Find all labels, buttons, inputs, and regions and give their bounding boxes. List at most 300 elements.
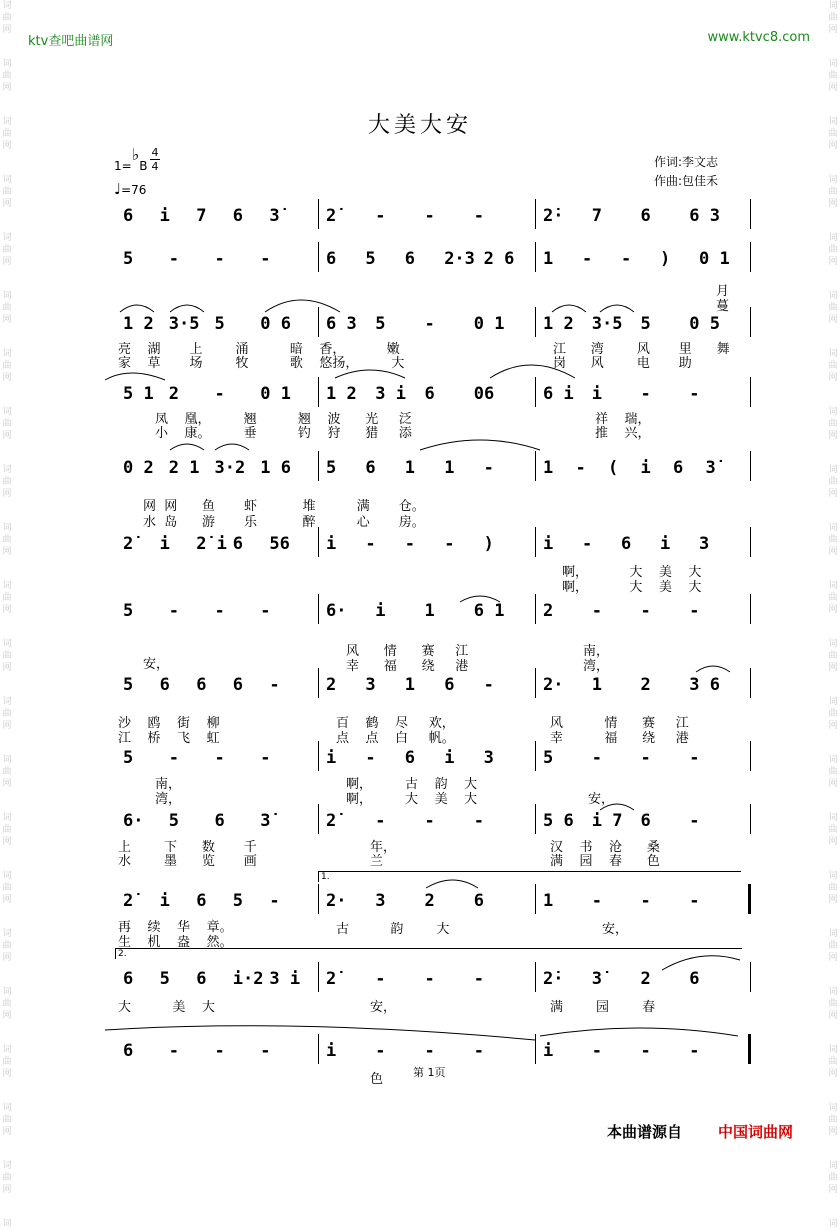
- lyric-line: 南，: [583, 644, 610, 659]
- watermark-char: 词: [828, 1103, 838, 1113]
- note: -: [375, 1041, 386, 1061]
- watermark-char: 词: [828, 697, 838, 707]
- note: 2: [168, 384, 179, 404]
- lyric-line: 安，: [143, 657, 170, 672]
- note: -: [168, 601, 179, 621]
- barline: [318, 527, 319, 557]
- note: 6: [123, 969, 134, 989]
- watermark-char: 曲: [828, 825, 838, 835]
- lyricist-credit: 作词:李文志: [654, 155, 719, 169]
- watermark-char: 词: [828, 1045, 838, 1055]
- note: -: [689, 811, 700, 831]
- watermark-char: 网: [2, 721, 12, 731]
- barline: [535, 741, 536, 771]
- note: -: [640, 384, 651, 404]
- note: (: [608, 458, 619, 478]
- slur-arc: [105, 373, 165, 380]
- watermark-char: 曲: [2, 1173, 12, 1183]
- note: 1: [591, 675, 602, 695]
- note: -: [375, 969, 386, 989]
- watermark-char: 网: [2, 431, 12, 441]
- barline: [535, 527, 536, 557]
- note: i: [326, 1041, 337, 1061]
- slur-arc: [600, 305, 634, 312]
- note: ): [483, 534, 494, 554]
- lyric-note: 蔓: [716, 299, 730, 314]
- watermark-char: 词: [2, 523, 12, 533]
- note: 2̇: [326, 206, 337, 226]
- watermark-char: 词: [2, 291, 12, 301]
- slur-arc: [215, 444, 249, 450]
- watermark-char: 曲: [2, 245, 12, 255]
- watermark-char: 曲: [828, 245, 838, 255]
- note: 5 1: [123, 384, 154, 404]
- watermark-char: 曲: [828, 941, 838, 951]
- watermark-char: 网: [828, 1127, 838, 1137]
- note: 6: [232, 675, 244, 695]
- note: 3̇: [260, 811, 271, 831]
- note: i: [326, 534, 337, 554]
- watermark-char: 词: [828, 639, 838, 649]
- note: -: [365, 534, 376, 554]
- note: 5: [159, 969, 170, 989]
- note: 6: [196, 891, 207, 911]
- note: 1: [444, 458, 455, 478]
- quarter-note-icon: ♩: [114, 180, 122, 198]
- note: i 7: [591, 811, 623, 831]
- watermark-char: 网: [828, 489, 838, 499]
- barline: [535, 242, 536, 272]
- lyric-line: 亮 湖 上 涌 暗 香， 嫩: [118, 342, 400, 357]
- watermark-char: 曲: [2, 593, 12, 603]
- note: 3·2: [214, 458, 246, 478]
- note: 6: [673, 458, 684, 478]
- note: -: [473, 206, 484, 226]
- watermark-char: 词: [2, 639, 12, 649]
- barline: [750, 594, 751, 624]
- note: -: [375, 811, 386, 831]
- watermark-char: 词: [828, 349, 838, 359]
- note: 1: [543, 458, 554, 478]
- watermark-char: 网: [2, 257, 12, 267]
- note: 3: [699, 534, 710, 554]
- watermark-char: 词: [828, 929, 838, 939]
- note: -: [260, 249, 271, 269]
- note: 5: [214, 314, 225, 334]
- barline: [750, 307, 751, 337]
- note: 5: [168, 811, 179, 831]
- note: 1: [424, 601, 435, 621]
- barline: [535, 884, 536, 914]
- final-barline: [748, 1034, 751, 1064]
- note: -: [640, 601, 651, 621]
- watermark-char: 网: [828, 663, 838, 673]
- watermark-char: 曲: [2, 13, 12, 23]
- watermark-char: 曲: [2, 883, 12, 893]
- watermark-char: 网: [2, 1011, 12, 1021]
- watermark-char: 网: [828, 1185, 838, 1195]
- barline: [750, 668, 751, 698]
- lyric-line: 汉 书 沧 桑: [550, 840, 660, 855]
- watermark-char: 网: [2, 953, 12, 963]
- note: 0 6: [260, 314, 291, 334]
- barline: [535, 451, 536, 481]
- lyric-line: 大 美 大: [118, 1000, 215, 1015]
- source-label: 本曲谱源自: [607, 1123, 683, 1141]
- source-site-link[interactable]: 中国词曲网: [718, 1123, 794, 1141]
- note: 5: [123, 249, 134, 269]
- lyric-line: 啊， 大 美 大: [562, 565, 702, 580]
- note: 0 5: [689, 314, 720, 334]
- lyric-line: 家 草 场 牧 歌 悠扬， 大: [118, 356, 405, 371]
- watermark-char: 网: [828, 837, 838, 847]
- notation-row: [0, 248, 840, 288]
- slur-arc: [335, 370, 405, 378]
- note: 6: [444, 675, 455, 695]
- lyric-line: 古 韵 大: [336, 922, 450, 937]
- lyric-line: 安，: [370, 1000, 397, 1015]
- note: -: [375, 206, 386, 226]
- note: -: [575, 458, 586, 478]
- watermark-char: 词: [2, 929, 12, 939]
- watermark-char: 曲: [2, 999, 12, 1009]
- note: 2̇: [326, 811, 337, 831]
- watermark-char: 曲: [828, 651, 838, 661]
- watermark-char: 网: [2, 895, 12, 905]
- note: 6: [159, 675, 170, 695]
- watermark-char: 词: [828, 465, 838, 475]
- watermark-char: 词: [2, 59, 12, 69]
- note: 3·5: [591, 314, 623, 334]
- note: 2̇·: [543, 969, 564, 989]
- watermark-char: 词: [2, 755, 12, 765]
- watermark-char: 曲: [2, 187, 12, 197]
- note: -: [269, 675, 280, 695]
- site-name-left[interactable]: ktv查吧曲谱网: [28, 34, 114, 49]
- watermark-char: 词: [2, 175, 12, 185]
- watermark-char: 网: [828, 1011, 838, 1021]
- note: 5: [123, 675, 134, 695]
- watermark-char: 网: [2, 1127, 12, 1137]
- watermark-char: 词: [828, 407, 838, 417]
- notation-row: [0, 383, 840, 423]
- watermark-char: 词: [2, 1161, 12, 1171]
- note: -: [404, 534, 416, 554]
- barline: [318, 804, 319, 834]
- watermark-char: 词: [2, 1, 12, 11]
- note: -: [424, 811, 435, 831]
- note: -: [260, 1041, 271, 1061]
- note: 2 6: [483, 249, 515, 269]
- note: -: [260, 748, 271, 768]
- watermark-char: 曲: [828, 187, 838, 197]
- barline: [318, 594, 319, 624]
- note: 6: [214, 811, 225, 831]
- watermark-char: 网: [2, 199, 12, 209]
- watermark-char: 词: [828, 755, 838, 765]
- lyric-line: 湾，: [155, 792, 182, 807]
- note: 1 6: [260, 458, 291, 478]
- watermark-char: 词: [2, 697, 12, 707]
- watermark-char: 网: [2, 83, 12, 93]
- note: -: [444, 534, 455, 554]
- lyric-line: 江 桥 飞 虹: [118, 731, 220, 746]
- watermark-char: 词: [2, 233, 12, 243]
- note: 1: [404, 458, 416, 478]
- note: 5: [375, 314, 386, 334]
- note: 6: [424, 384, 435, 404]
- watermark-char: 词: [828, 233, 838, 243]
- note: 5: [543, 748, 554, 768]
- note: 3·5: [168, 314, 200, 334]
- note: 3: [483, 748, 494, 768]
- lyric-line: 南，: [155, 777, 182, 792]
- note: -: [582, 249, 593, 269]
- note: 1 2: [123, 314, 154, 334]
- note: -: [473, 1041, 484, 1061]
- watermark-char: 网: [2, 605, 12, 615]
- note: -: [689, 384, 700, 404]
- note: i: [159, 891, 170, 911]
- watermark-char: 曲: [828, 477, 838, 487]
- watermark-char: 词: [2, 407, 12, 417]
- note: 6·: [326, 601, 347, 621]
- notation-row: [0, 457, 840, 497]
- watermark-char: 曲: [828, 419, 838, 429]
- note: -: [640, 891, 651, 911]
- watermark-char: 词: [2, 871, 12, 881]
- note: 6: [232, 534, 244, 554]
- barline: [535, 307, 536, 337]
- note: -: [214, 748, 225, 768]
- note: -: [591, 601, 602, 621]
- slur-arc: [540, 1028, 738, 1036]
- note: -: [214, 601, 225, 621]
- watermark-char: 曲: [828, 129, 838, 139]
- lyric-line: 百 鹤 尽 欢，: [336, 716, 455, 731]
- note: 2: [326, 675, 337, 695]
- note: 1 2: [326, 384, 357, 404]
- note: i: [159, 534, 170, 554]
- note: -: [483, 675, 494, 695]
- barline: [318, 377, 319, 407]
- watermark-char: 词: [2, 1219, 12, 1229]
- lyric-line: 啊， 古 韵 大: [346, 777, 478, 792]
- note: 7: [591, 206, 602, 226]
- watermark-char: 网: [828, 83, 838, 93]
- note: 0 1: [473, 314, 505, 334]
- watermark-char: 网: [828, 779, 838, 789]
- lyric-line: 安，: [602, 922, 629, 937]
- barline: [318, 199, 319, 229]
- note: 3: [375, 891, 386, 911]
- note: 0 1: [260, 384, 291, 404]
- watermark-char: 网: [828, 373, 838, 383]
- slur-arc: [420, 440, 540, 450]
- note: 6 3: [689, 206, 720, 226]
- barline: [535, 594, 536, 624]
- note: 2: [424, 891, 435, 911]
- barline: [535, 199, 536, 229]
- note: 5 6: [543, 811, 574, 831]
- note: 5: [365, 249, 376, 269]
- note: 2̇: [123, 891, 134, 911]
- watermark-char: 词: [828, 1161, 838, 1171]
- lyric-line: 上 下 数 千: [118, 840, 257, 855]
- lyric-line: 啊， 大 美 大: [562, 580, 702, 595]
- note: -: [640, 748, 651, 768]
- watermark-char: 网: [2, 547, 12, 557]
- note: 2̇·: [543, 206, 564, 226]
- lyric-line: 年，: [370, 840, 397, 855]
- watermark-char: 词: [2, 581, 12, 591]
- note: -: [214, 1041, 225, 1061]
- watermark-char: 网: [2, 141, 12, 151]
- lyric-line: 凤 凰， 翘 翘 波 光 泛: [155, 412, 412, 427]
- watermark-char: 网: [828, 431, 838, 441]
- watermark-char: 曲: [2, 941, 12, 951]
- note: -: [591, 1041, 602, 1061]
- notation-row: [0, 205, 840, 245]
- note: 6: [689, 969, 700, 989]
- note: -: [473, 969, 484, 989]
- note: 5: [232, 891, 244, 911]
- note: i: [375, 601, 386, 621]
- watermark-char: 网: [2, 489, 12, 499]
- note: -: [168, 249, 179, 269]
- repeat-barline: [748, 884, 751, 914]
- watermark-char: 曲: [2, 71, 12, 81]
- key-signature: 1=♭B: [114, 145, 148, 173]
- watermark-char: 曲: [2, 535, 12, 545]
- watermark-char: 曲: [2, 477, 12, 487]
- note: 3 6: [689, 675, 720, 695]
- barline: [318, 962, 319, 992]
- watermark-char: 词: [2, 465, 12, 475]
- note: 6: [473, 891, 484, 911]
- slur-arc: [170, 444, 204, 450]
- note: 2̇: [326, 969, 337, 989]
- watermark-char: 网: [2, 315, 12, 325]
- lyric-line: 色: [370, 1072, 384, 1087]
- note: 1: [543, 891, 554, 911]
- watermark-char: 网: [2, 837, 12, 847]
- watermark-char: 词: [2, 1103, 12, 1113]
- watermark-char: 网: [828, 25, 838, 35]
- note: -: [269, 891, 280, 911]
- note: ): [660, 249, 671, 269]
- lyric-line: 满 园 春: [550, 1000, 656, 1015]
- lyric-line: 湾，: [583, 659, 610, 674]
- note: 6: [404, 748, 416, 768]
- watermark-char: 曲: [2, 709, 12, 719]
- barline: [750, 377, 751, 407]
- barline: [750, 242, 751, 272]
- watermark-char: 曲: [2, 1115, 12, 1125]
- note: i: [326, 748, 337, 768]
- page-number: 第 1页: [413, 1066, 446, 1079]
- note: -: [424, 1041, 435, 1061]
- note: i: [591, 384, 602, 404]
- barline: [535, 962, 536, 992]
- note: -: [214, 384, 225, 404]
- watermark-char: 曲: [828, 767, 838, 777]
- lyric-line: 幸 福 绕 港: [550, 731, 689, 746]
- note: 6: [640, 811, 651, 831]
- watermark-char: 网: [2, 1069, 12, 1079]
- note: 6: [621, 534, 632, 554]
- note: 0 2: [123, 458, 154, 478]
- note: -: [621, 249, 632, 269]
- note: 56: [269, 534, 290, 554]
- watermark-char: 曲: [2, 825, 12, 835]
- watermark-char: 网: [828, 721, 838, 731]
- watermark-char: 曲: [2, 129, 12, 139]
- note: 6 1: [473, 601, 505, 621]
- note: 2·3: [444, 249, 475, 269]
- note: 2 1: [168, 458, 200, 478]
- watermark-char: 词: [828, 1219, 838, 1229]
- lyric-line: 风 情 赛 江: [550, 716, 689, 731]
- watermark-char: 曲: [828, 593, 838, 603]
- note: 7: [196, 206, 207, 226]
- barline: [318, 668, 319, 698]
- watermark-char: 网: [828, 895, 838, 905]
- note: -: [168, 1041, 179, 1061]
- watermark-char: 词: [828, 291, 838, 301]
- note: 2: [640, 675, 651, 695]
- barline: [535, 377, 536, 407]
- note: 6: [365, 458, 376, 478]
- note: i: [159, 206, 170, 226]
- watermark-char: 曲: [2, 651, 12, 661]
- note: 2: [640, 969, 651, 989]
- watermark-char: 词: [2, 987, 12, 997]
- note: 1: [543, 249, 554, 269]
- watermark-char: 曲: [828, 709, 838, 719]
- note: i: [444, 748, 455, 768]
- lyric-line: 幸 福 绕 港: [346, 659, 469, 674]
- note: 5: [640, 314, 651, 334]
- note: -: [214, 249, 225, 269]
- watermark-char: 曲: [828, 361, 838, 371]
- watermark-char: 曲: [828, 999, 838, 1009]
- barline: [318, 884, 319, 914]
- note: 6: [404, 249, 416, 269]
- note: 6: [326, 249, 337, 269]
- lyric-line: 水 岛 游 乐 醉 心 房。: [143, 515, 425, 530]
- slur-arc: [120, 305, 154, 312]
- site-url-right[interactable]: www.ktvc8.com: [707, 30, 810, 45]
- note: -: [689, 748, 700, 768]
- barline: [535, 804, 536, 834]
- lyric-line: 满 园 春 色: [550, 854, 660, 869]
- lyric-line: 沙 鸥 街 柳: [118, 716, 220, 731]
- note: i: [543, 1041, 554, 1061]
- watermark-char: 网: [2, 25, 12, 35]
- note: -: [473, 811, 484, 831]
- note: 5: [326, 458, 337, 478]
- barline: [750, 804, 751, 834]
- barline: [318, 741, 319, 771]
- note: i: [543, 534, 554, 554]
- watermark-char: 词: [2, 349, 12, 359]
- note: 5: [123, 748, 134, 768]
- watermark-char: 曲: [2, 303, 12, 313]
- note: 6: [123, 1041, 134, 1061]
- barline: [318, 1034, 319, 1064]
- note: 2·: [543, 675, 564, 695]
